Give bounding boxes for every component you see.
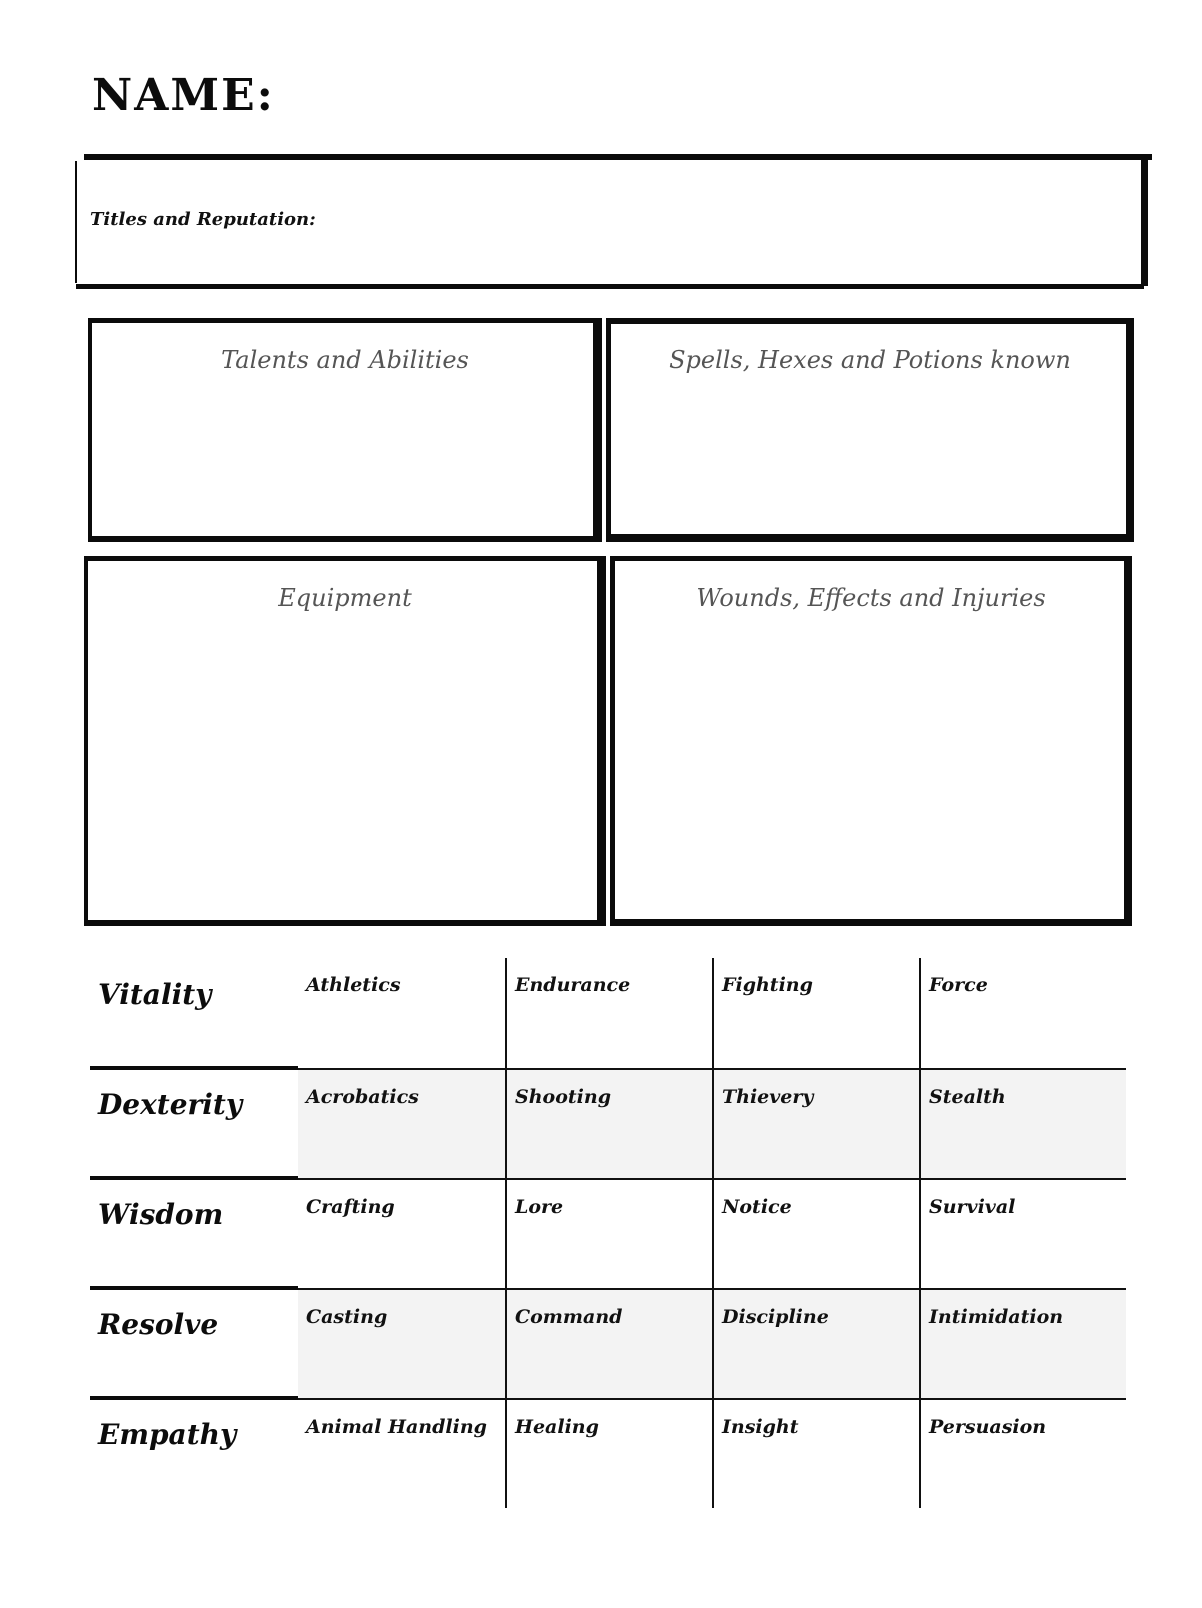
row-divider <box>90 1176 298 1180</box>
titles-reputation-label: Titles and Reputation: <box>90 209 316 230</box>
skill-cell[interactable] <box>298 1288 505 1398</box>
skill-cell[interactable] <box>298 1398 505 1508</box>
skill-cell[interactable] <box>298 958 505 1068</box>
skill-cell[interactable] <box>298 1178 505 1288</box>
skill-label: Crafting <box>306 1196 395 1218</box>
spells-hexes-potions-panel[interactable] <box>606 318 1134 542</box>
skill-label: Intimidation <box>929 1306 1064 1328</box>
skill-label: Casting <box>306 1306 388 1328</box>
equipment-title: Equipment <box>278 584 412 612</box>
attribute-row-wisdom <box>90 1178 1126 1288</box>
skill-cell[interactable] <box>919 1398 1126 1508</box>
skill-label: Athletics <box>306 974 401 996</box>
talents-abilities-panel[interactable] <box>88 318 602 542</box>
skill-cell[interactable] <box>919 958 1126 1068</box>
skill-label: Endurance <box>515 974 631 996</box>
skill-cell[interactable] <box>919 1288 1126 1398</box>
skill-label: Acrobatics <box>306 1086 419 1108</box>
skill-cell[interactable] <box>712 1288 919 1398</box>
wounds-effects-injuries-title: Wounds, Effects and Injuries <box>696 584 1046 612</box>
attribute-row-resolve <box>90 1288 1126 1398</box>
skill-label: Persuasion <box>929 1416 1047 1438</box>
attribute-label: Wisdom <box>98 1198 224 1231</box>
attribute-row-dexterity <box>90 1068 1126 1178</box>
skill-cell[interactable] <box>505 958 712 1068</box>
name-label: NAME: <box>92 70 275 121</box>
skill-cell[interactable] <box>298 1068 505 1178</box>
attribute-cell[interactable] <box>90 1398 298 1508</box>
wounds-effects-injuries-panel[interactable] <box>610 556 1132 926</box>
skill-cell[interactable] <box>505 1178 712 1288</box>
skill-cell[interactable] <box>712 958 919 1068</box>
talents-abilities-title: Talents and Abilities <box>221 346 469 374</box>
skill-label: Animal Handling <box>306 1416 487 1438</box>
attribute-cell[interactable] <box>90 958 298 1068</box>
titles-reputation-box[interactable] <box>76 157 1144 287</box>
skill-label: Command <box>515 1306 623 1328</box>
skill-cell[interactable] <box>712 1398 919 1508</box>
attribute-cell[interactable] <box>90 1178 298 1288</box>
skill-cell[interactable] <box>712 1068 919 1178</box>
skill-label: Stealth <box>929 1086 1006 1108</box>
row-divider <box>90 1396 298 1400</box>
skill-label: Discipline <box>722 1306 829 1328</box>
skill-label: Lore <box>515 1196 564 1218</box>
skill-label: Notice <box>722 1196 792 1218</box>
attribute-label: Vitality <box>98 978 212 1011</box>
skill-label: Fighting <box>722 974 813 996</box>
skill-cell[interactable] <box>505 1068 712 1178</box>
skill-label: Insight <box>722 1416 799 1438</box>
equipment-panel[interactable] <box>84 556 606 926</box>
skill-cell[interactable] <box>505 1288 712 1398</box>
spells-hexes-potions-title: Spells, Hexes and Potions known <box>669 346 1071 374</box>
skill-label: Shooting <box>515 1086 611 1108</box>
skill-cell[interactable] <box>919 1178 1126 1288</box>
attribute-cell[interactable] <box>90 1068 298 1178</box>
attribute-skill-grid <box>90 958 1126 1508</box>
row-divider <box>90 1286 298 1290</box>
skill-label: Healing <box>515 1416 599 1438</box>
skill-label: Survival <box>929 1196 1016 1218</box>
row-divider <box>90 1066 298 1070</box>
attribute-label: Resolve <box>98 1308 219 1341</box>
skill-cell[interactable] <box>712 1178 919 1288</box>
skill-label: Thievery <box>722 1086 814 1108</box>
attribute-label: Dexterity <box>98 1088 243 1121</box>
attribute-row-empathy <box>90 1398 1126 1508</box>
skill-label: Force <box>929 974 988 996</box>
attribute-label: Empathy <box>98 1418 237 1451</box>
attribute-cell[interactable] <box>90 1288 298 1398</box>
skill-cell[interactable] <box>919 1068 1126 1178</box>
attribute-row-vitality <box>90 958 1126 1068</box>
skill-cell[interactable] <box>505 1398 712 1508</box>
